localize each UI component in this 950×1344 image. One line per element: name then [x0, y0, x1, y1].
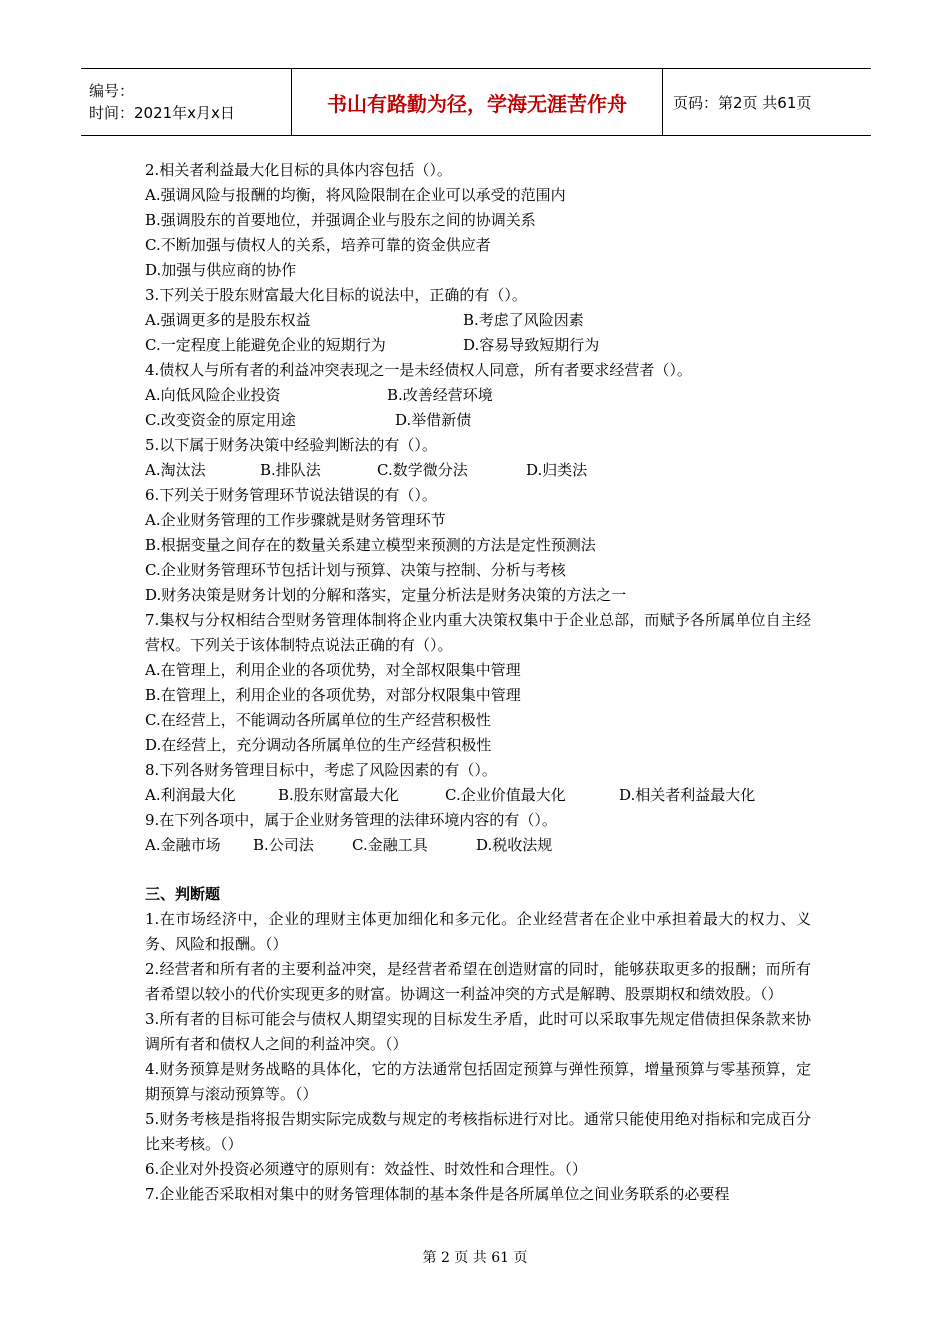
option-d: D.在经营上，充分调动各所属单位的生产经营积极性	[145, 736, 492, 754]
question-stem: 2.相关者利益最大化目标的具体内容包括（）。	[145, 161, 452, 179]
header-page-info: 页码：第2页 共61页	[663, 69, 872, 136]
option-a: A.金融市场	[145, 836, 221, 854]
options-row	[145, 458, 811, 483]
judgment-item: 7.企业能否采取相对集中的财务管理体制的基本条件是各所属单位之间业务联系的必要程	[145, 1185, 730, 1203]
option-b: B.改善经营环境	[387, 386, 493, 404]
option-c: C.数学微分法	[377, 461, 468, 479]
option-c: C.在经营上，不能调动各所属单位的生产经营积极性	[145, 711, 491, 729]
question-stem: 6.下列关于财务管理环节说法错误的有（）。	[145, 486, 437, 504]
header-meta	[81, 69, 292, 136]
option-a: A.利润最大化	[145, 786, 236, 804]
question-stem: 7.集权与分权相结合型财务管理体制将企业内重大决策权集中于企业总部，而赋予各所属单位自主经营权。下列关于该体制特点说法正确的有（）。	[145, 611, 811, 654]
question-stem: 4.债权人与所有者的利益冲突表现之一是未经债权人同意，所有者要求经营者（）。	[145, 361, 692, 379]
option-c: C.不断加强与债权人的关系，培养可靠的资金供应者	[145, 236, 491, 254]
options-row	[145, 783, 811, 808]
option-c: C.企业财务管理环节包括计划与预算、决策与控制、分析与考核	[145, 561, 566, 579]
option-d: D.容易导致短期行为	[463, 336, 600, 354]
judgment-item: 4.财务预算是财务战略的具体化，它的方法通常包括固定预算与弹性预算，增量预算与零基预算，定期预算与滚动预算等。（）	[145, 1060, 811, 1103]
option-b: B.强调股东的首要地位，并强调企业与股东之间的协调关系	[145, 211, 536, 229]
option-b: B.考虑了风险因素	[463, 311, 584, 329]
option-d: D.归类法	[526, 461, 588, 479]
options-row	[145, 333, 811, 358]
page-footer: 第 2 页 共 61 页	[422, 1250, 528, 1266]
option-b: B.公司法	[253, 836, 314, 854]
option-c: C.金融工具	[352, 836, 428, 854]
question-stem: 3.下列关于股东财富最大化目标的说法中，正确的有（）。	[145, 286, 527, 304]
judgment-item: 5.财务考核是指将报告期实际完成数与规定的考核指标进行对比。通常只能使用绝对指标和完成百分比来考核。（）	[145, 1110, 811, 1153]
question-stem: 8.下列各财务管理目标中，考虑了风险因素的有（）。	[145, 761, 497, 779]
option-d: D.加强与供应商的协作	[145, 261, 297, 279]
option-d: D.税收法规	[476, 836, 553, 854]
page-header	[81, 68, 871, 136]
option-d: D.财务决策是财务计划的分解和落实，定量分析法是财务决策的方法之一	[145, 586, 627, 604]
option-c: C.改变资金的原定用途	[145, 411, 296, 429]
option-d: D.相关者利益最大化	[619, 786, 756, 804]
judgment-item: 2.经营者和所有者的主要利益冲突，是经营者希望在创造财富的同时，能够获取更多的报酬；而所有者希望以较小的代价实现更多的财富。协调这一利益冲突的方式是解聘、股票期权和绩效股。（）	[145, 960, 811, 1003]
options-row	[145, 408, 811, 433]
option-b: B.股东财富最大化	[278, 786, 399, 804]
option-a: A.强调更多的是股东权益	[145, 311, 311, 329]
option-c: C.企业价值最大化	[445, 786, 566, 804]
option-c: C.一定程度上能避免企业的短期行为	[145, 336, 386, 354]
document-body	[145, 158, 811, 1207]
document-date-label: 时间：2021年x月x日	[89, 104, 235, 122]
options-row	[145, 833, 811, 858]
question-stem: 9.在下列各项中，属于企业财务管理的法律环境内容的有（）。	[145, 811, 557, 829]
document-number-label: 编号：	[89, 82, 135, 100]
header-motto: 书山有路勤为径，学海无涯苦作舟	[292, 69, 663, 136]
judgment-item: 6.企业对外投资必须遵守的原则有：效益性、时效性和合理性。（）	[145, 1160, 587, 1178]
judgment-item: 3.所有者的目标可能会与债权人期望实现的目标发生矛盾，此时可以采取事先规定借债担保条款来协调所有者和债权人之间的利益冲突。（）	[145, 1010, 811, 1053]
option-a: A.在管理上，利用企业的各项优势，对全部权限集中管理	[145, 661, 521, 679]
option-b: B.根据变量之间存在的数量关系建立模型来预测的方法是定性预测法	[145, 536, 596, 554]
option-b: B.在管理上，利用企业的各项优势，对部分权限集中管理	[145, 686, 521, 704]
option-a: A.向低风险企业投资	[145, 386, 281, 404]
option-a: A.强调风险与报酬的均衡，将风险限制在企业可以承受的范围内	[145, 186, 566, 204]
option-b: B.排队法	[260, 461, 321, 479]
option-d: D.举借新债	[395, 411, 472, 429]
judgment-item: 1.在市场经济中，企业的理财主体更加细化和多元化。企业经营者在企业中承担着最大的权力、义务、风险和报酬。（）	[145, 910, 811, 953]
question-stem: 5.以下属于财务决策中经验判断法的有（）。	[145, 436, 437, 454]
option-a: A.企业财务管理的工作步骤就是财务管理环节	[145, 511, 446, 529]
options-row	[145, 308, 811, 333]
options-row	[145, 383, 811, 408]
option-a: A.淘汰法	[145, 461, 206, 479]
section-title: 三、判断题	[145, 885, 221, 903]
